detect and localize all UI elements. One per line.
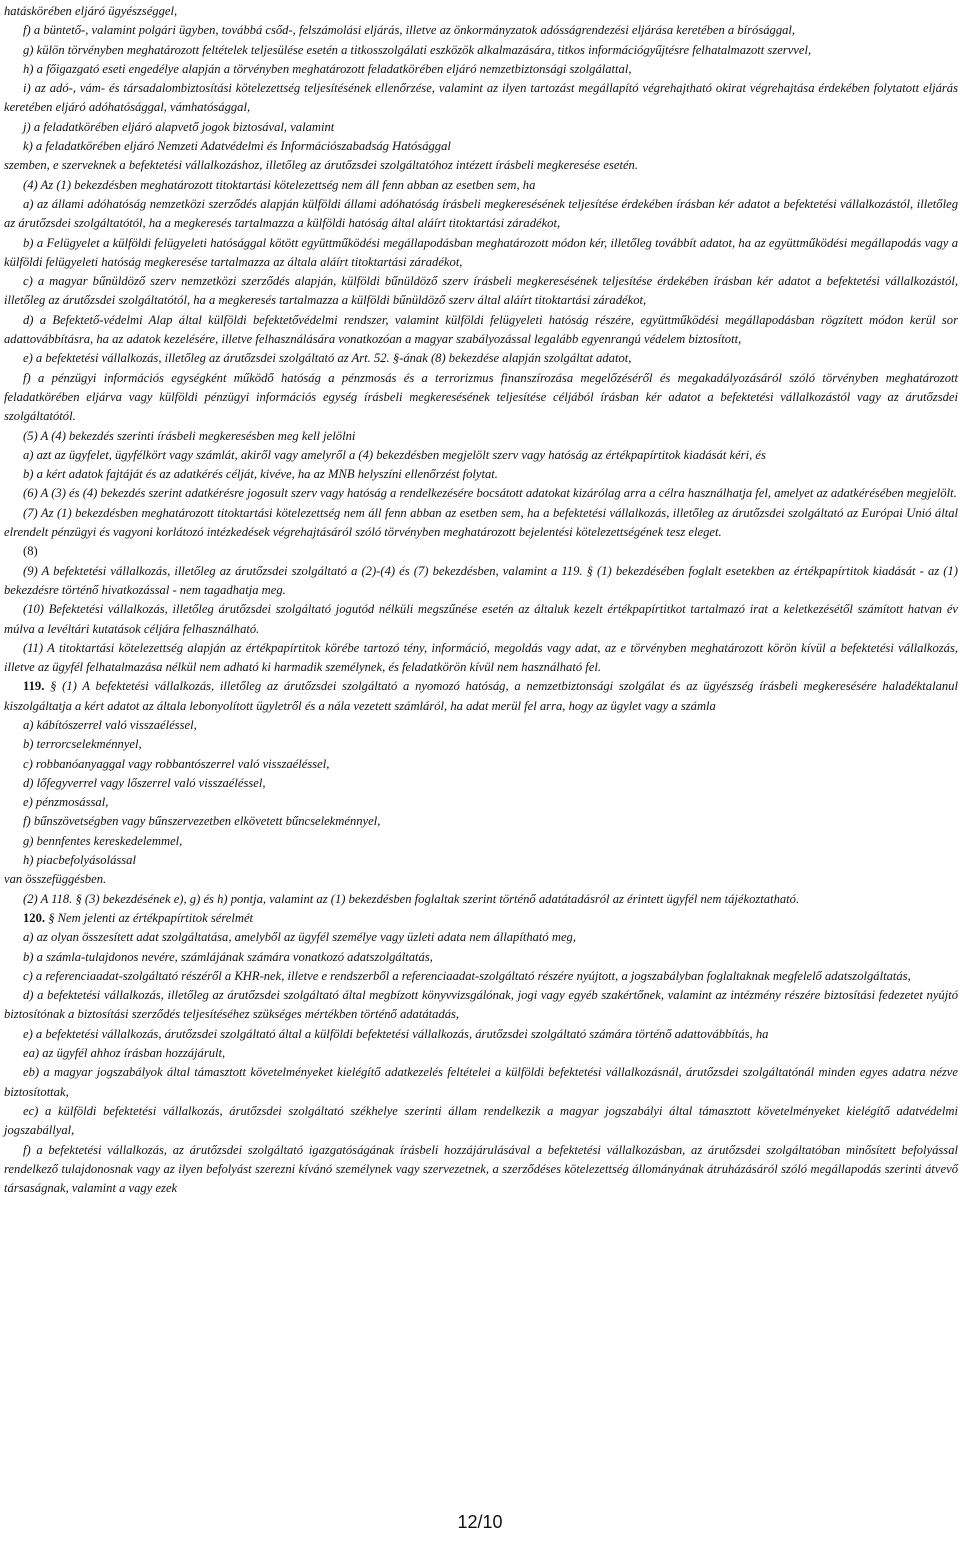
paragraph-text: a) azt az ügyfelet, ügyfélkört vagy számlát, akiről vagy amelyről a (4) bekezdésben megjelölt szerv vagy hatóság az értékpapírtitok kiadását kéri, és <box>23 447 766 462</box>
paragraph-p15 <box>4 369 958 427</box>
paragraph-p26 <box>4 716 958 735</box>
paragraph-p12 <box>4 272 958 311</box>
paragraph-text: e) pénzmosással, <box>23 795 109 810</box>
paragraph-text: d) lőfegyverrel vagy lőszerrel való visszaéléssel, <box>23 775 266 790</box>
paragraph-p33 <box>4 851 958 870</box>
paragraph-text: j) a feladatkörében eljáró alapvető jogok biztosával, valamint <box>23 119 335 134</box>
paragraph-text: g) bennfentes kereskedelemmel, <box>23 833 183 848</box>
paragraph-text: a) az állami adóhatóság nemzetközi szerződés alapján külföldi állami adóhatóság írásbeli megkeresésének teljesítése érdekében írásban kér adatot a befektetési vállalkozástól, illetőleg az árutőzsdei szolgáltatótól, ha a megkeresés tartalmazza a külföldi hatóság által aláírt titoktartási záradékot, <box>4 196 958 231</box>
paragraph-text: i) az adó-, vám- és társadalombiztosítási kötelezettség teljesítésének ellenőrzése, valamint az ilyen tartozást megállapító végrehajtható okirat végrehajtása érdekében folytatott eljárás keretében eljáró adóhatósággal, vámhatósággal, <box>4 81 958 115</box>
paragraph-text: k) a feladatkörében eljáró Nemzeti Adatvédelmi és Információszabadság Hatósággal <box>23 139 451 154</box>
paragraph-text: a) az olyan összesített adat szolgáltatása, amelyből az ügyfél személye vagy üzleti adata nem állapítható meg, <box>23 930 577 945</box>
paragraph-text: (11) A titoktartási kötelezettség alapján az értékpapírtitok körébe tartozó tény, információ, megoldás vagy adat, az e törvényben meghatározott körön kívül a befektetési vállalkozás, illetve az ügyfél felhatalmazása nélkül nem adható ki harmadik személynek, és feladatkörön kívül nem használható fel. <box>4 640 958 675</box>
paragraph-p23 <box>4 600 958 639</box>
paragraph-text: hatáskörében eljáró ügyészséggel, <box>4 4 178 18</box>
paragraph-text: b) a kért adatok fajtáját és az adatkérés célját, kivéve, ha az MNB helyszíni ellenőrzést folytat. <box>23 467 498 482</box>
paragraph-text: § Nem jelenti az értékpapírtitok sérelmét <box>48 910 254 925</box>
paragraph-text: d) a Befektető-védelmi Alap által külföldi befektetővédelmi rendszer, valamint külföldi felügyeleti hatóság részére, együttműködési megállapodásban rögzített módon kerül sor adattovábbításra, ha az adatok kezelésére, illetve felhasználására vonatkozóan a magyar szabályozással legalább egyenrangú védelem biztosított, <box>4 312 958 347</box>
paragraph-text: h) a főigazgató eseti engedélye alapján a törvényben meghatározott feladatkörében eljáró nemzetbiztonsági szolgálattal, <box>23 61 632 76</box>
paragraph-text: (2) A 118. § (3) bekezdésének e), g) és h) pontja, valamint az (1) bekezdésben foglaltak szerint történő adatátadásról az érintett ügyfél nem tájékoztatható. <box>23 891 800 906</box>
paragraph-p35 <box>4 890 958 909</box>
paragraph-p32 <box>4 832 958 851</box>
paragraph-text: (5) A (4) bekezdés szerinti írásbeli megkeresésben meg kell jelölni <box>23 428 356 443</box>
paragraph-p34 <box>4 870 958 889</box>
paragraph-p31 <box>4 812 958 831</box>
paragraph-p39 <box>4 967 958 986</box>
paragraph-p25 <box>4 677 958 716</box>
paragraph-text: (6) A (3) és (4) bekezdés szerint adatkérésre jogosult szerv vagy hatóság a rendelkezésére bocsátott adatokat kizárólag arra a célra használhatja fel, amelyet az adatkérésében megjelölt. <box>23 486 957 501</box>
paragraph-p18 <box>4 465 958 484</box>
paragraph-text: c) a magyar bűnüldöző szerv nemzetközi szerződés alapján, külföldi bűnüldöző szerv írásbeli megkeresésének teljesítése érdekében írásban kér adatot a befektetési vállalkozástól, illetőleg az árutőzsdei szolgáltatótól, ha a megkeresés tartalmazza a külföldi bűnüldöző szerv által aláírt titoktartási záradékot, <box>4 274 958 308</box>
page-number: 12/10 <box>457 1512 503 1532</box>
paragraph-p6 <box>4 118 958 137</box>
paragraph-p24 <box>4 639 958 678</box>
paragraph-p11 <box>4 234 958 273</box>
paragraph-p8 <box>4 156 958 175</box>
paragraph-p44 <box>4 1102 958 1141</box>
paragraph-text: szemben, e szerveknek a befektetési vállalkozáshoz, illetőleg az árutőzsdei szolgáltatóhoz intézett írásbeli megkeresése esetén. <box>4 158 638 173</box>
paragraph-text: e) a befektetési vállalkozás, illetőleg az árutőzsdei szolgáltató az Art. 52. §-ának (8) bekezdése alapján szolgáltat adatot, <box>23 351 632 366</box>
paragraph-text: c) robbanóanyaggal vagy robbantószerrel való visszaéléssel, <box>23 756 330 771</box>
paragraph-p19 <box>4 484 958 503</box>
paragraph-text: d) a befektetési vállalkozás, illetőleg az árutőzsdei szolgáltató által megbízott könyvvizsgálónak, jogi vagy egyéb szakértőnek, valamint az intézmény részére biztosítási fedezetet nyújtó biztosítónak a biztosítási szerződés teljesítéséhez szükséges mértékben történő adatátadás, <box>4 988 958 1022</box>
section-number: 119. <box>23 679 45 694</box>
paragraph-text: f) bűnszövetségben vagy bűnszervezetben elkövetett bűncselekménnyel, <box>23 814 381 829</box>
paragraph-p7 <box>4 137 958 156</box>
paragraph-p43 <box>4 1063 958 1102</box>
paragraph-p20 <box>4 504 958 543</box>
paragraph-p29 <box>4 774 958 793</box>
paragraph-p27 <box>4 735 958 754</box>
paragraph-p22 <box>4 562 958 601</box>
paragraph-text: (7) Az (1) bekezdésben meghatározott titoktartási kötelezettség nem áll fenn abban az esetben sem, ha a befektetési vállalkozás, illetőleg az árutőzsdei szolgáltató az Európai Unió által elrendelt pénzügyi és vagyoni korlátozó intézkedések végrehajtásáról szóló törvényben meghatározott bejelentési kötelezettségének tesz eleget. <box>4 505 958 540</box>
paragraph-p38 <box>4 948 958 967</box>
paragraph-p2 <box>4 21 958 40</box>
paragraph-p42 <box>4 1044 958 1063</box>
document-body <box>4 2 958 1198</box>
paragraph-text: h) piacbefolyásolással <box>23 853 136 868</box>
paragraph-text: (10) Befektetési vállalkozás, illetőleg árutőzsdei szolgáltató jogutód nélküli megszűnése esetén az általuk kezelt értékpapírtitkot tartalmazó irat a keletkezésétől számított hatvan év múlva a levéltári kutatások céljára felhasználható. <box>4 602 958 636</box>
paragraph-p17 <box>4 446 958 465</box>
paragraph-p10 <box>4 195 958 234</box>
paragraph-text: ea) az ügyfél ahhoz írásban hozzájárult, <box>23 1046 226 1061</box>
paragraph-p16 <box>4 427 958 446</box>
paragraph-text: a) kábítószerrel való visszaéléssel, <box>23 717 197 732</box>
paragraph-p3 <box>4 41 958 60</box>
paragraph-p45 <box>4 1141 958 1199</box>
paragraph-text: f) a büntető-, valamint polgári ügyben, továbbá csőd-, felszámolási eljárás, illetve az önkormányzatok adósságrendezési eljárása keretében a bírósággal, <box>23 23 796 38</box>
section-number: 120. <box>23 910 46 925</box>
paragraph-text: van összefüggésben. <box>4 872 107 887</box>
paragraph-text: f) a befektetési vállalkozás, az árutőzsdei szolgáltató igazgatóságának írásbeli hozzájárulásával a befektetési vállalkozásban, az árutőzsdei szolgáltatóban minősített befolyással rendelkező tulajdonosnak vagy az ilyen befolyást szerezni kívánó személynek vagy szervezetnek, a szerződéses kötelezettség állományának átruházásáról szóló megállapodás szerinti átvevő társaságnak, valamint a vagy ezek <box>4 1142 958 1196</box>
paragraph-p41 <box>4 1025 958 1044</box>
paragraph-p36 <box>4 909 958 928</box>
paragraph-p14 <box>4 349 958 368</box>
paragraph-p13 <box>4 311 958 350</box>
paragraph-p5 <box>4 79 958 118</box>
paragraph-text: (4) Az (1) bekezdésben meghatározott titoktartási kötelezettség nem áll fenn abban az esetben sem, ha <box>23 177 536 192</box>
paragraph-text: (9) A befektetési vállalkozás, illetőleg az árutőzsdei szolgáltató a (2)-(4) és (7) bekezdésben, valamint a 119. § (1) bekezdésében foglalt esetekben az értékpapírtitok kiadását - az (1) bekezdésre történő hivatkozással - nem tagadhatja meg. <box>4 563 958 597</box>
paragraph-text: § (1) A befektetési vállalkozás, illetőleg az árutőzsdei szolgáltató a nyomozó hatóság, a nemzetbiztonsági szolgálat és az ügyészség írásbeli megkeresésére haladéktalanul kiszolgáltatja a kért adatot az általa lebonyolított ügyletről és a nála vezetett számláról, ha adat merül fel arra, hogy az ügylet vagy a számla <box>4 679 958 713</box>
paragraph-text: b) a Felügyelet a külföldi felügyeleti hatósággal kötött együttműködési megállapodásban meghatározott módon kér, illetőleg továbbít adatot, ha az együttműködési megállapodás vagy a külföldi felügyeleti hatóság megkeresése tartalmazza az általa aláírt titoktartási záradékot, <box>4 235 958 269</box>
paragraph-p21 <box>4 542 958 561</box>
paragraph-p37 <box>4 928 958 947</box>
paragraph-text: c) a referenciaadat-szolgáltató részéről a KHR-nek, illetve e rendszerből a referenciaadat-szolgáltató részére nyújtott, a jogszabályban foglaltaknak megfelelő adatszolgáltatás, <box>23 968 911 983</box>
paragraph-text: f) a pénzügyi információs egységként működő hatóság a pénzmosás és a terrorizmus finanszírozása megelőzéséről és megakadályozásáról szóló törvényben meghatározott feladatkörében eljárva vagy külföldi pénzügyi információs egység írásbeli megkeresésének teljesítése céljából írásban kér adatot a befektetési vállalkozástól vagy az árutőzsdei szolgáltatótól. <box>4 370 958 424</box>
paragraph-text: g) külön törvényben meghatározott feltételek teljesülése esetén a titkosszolgálati eszközök alkalmazására, titkos információgyűjtésre felhatalmazott szervvel, <box>23 42 812 57</box>
paragraph-text: e) a befektetési vállalkozás, árutőzsdei szolgáltató által a külföldi befektetési vállalkozás, árutőzsdei szolgáltató számára történő adattovábbítás, ha <box>23 1026 769 1041</box>
paragraph-text: b) terrorcselekménnyel, <box>23 737 142 752</box>
paragraph-p30 <box>4 793 958 812</box>
paragraph-p1 <box>4 2 958 21</box>
paragraph-p4 <box>4 60 958 79</box>
paragraph-text: eb) a magyar jogszabályok által támasztott követelményeket kielégítő adatkezelés feltételei a külföldi befektetési vállalkozásnál, árutőzsdei szolgáltatónál minden egyes adatra nézve biztosítottak, <box>4 1065 958 1099</box>
paragraph-p28 <box>4 755 958 774</box>
paragraph-text: b) a számla-tulajdonos nevére, számlájának számára vonatkozó adatszolgáltatás, <box>23 949 433 964</box>
paragraph-p9 <box>4 176 958 195</box>
paragraph-text: (8) <box>23 544 38 559</box>
paragraph-text: ec) a külföldi befektetési vállalkozás, árutőzsdei szolgáltató székhelye szerinti állam rendelkezik a magyar jogszabályi által támasztott követelményeket kielégítő adatvédelmi jogszabállyal, <box>4 1103 958 1138</box>
paragraph-p40 <box>4 986 958 1025</box>
